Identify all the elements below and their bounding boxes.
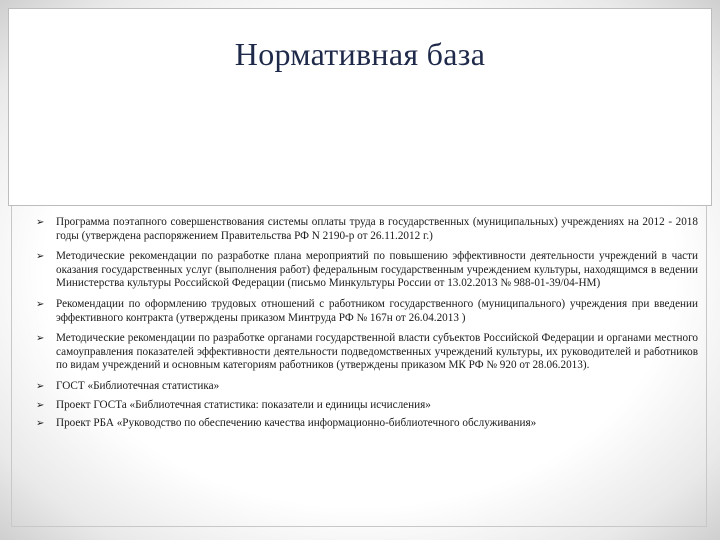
list-item-text: Программа поэтапного совершенствования системы оплаты труда в государственных (муниципальных) учреждениях на 2012 - 2018 годы (утверждена распоряжением Правительства РФ N 2190-р от 26.11.2012 г.) <box>56 216 698 242</box>
arrow-bullet-icon: ➢ <box>36 399 45 411</box>
list-item <box>36 216 698 243</box>
list-item-text: Рекомендации по оформлению трудовых отношений с работником государственного (муниципального) учреждения при введении эффективного контракта (утверждены приказом Минтруда РФ № 167н от 26.04.2013 ) <box>56 297 698 324</box>
list-item <box>36 417 698 431</box>
arrow-bullet-icon: ➢ <box>36 217 45 228</box>
arrow-bullet-icon: ➢ <box>36 418 45 430</box>
list-item-text: Методические рекомендации по разработке плана мероприятий по повышению эффективности деятельности учреждений в части оказания государственных услуг (выполнения работ) федеральным государственным учреждением культуры, находящимся в ведении Министерства культуры Российской Федерации (письмо Минкультуры России от 13.02.2013 № 988-01-39/04-НМ) <box>56 250 698 290</box>
regulatory-list <box>36 216 698 436</box>
list-item-text: Проект РБА «Руководство по обеспечению качества информационно-библиотечного обслуживания» <box>56 417 537 430</box>
list-item <box>36 380 698 394</box>
list-item <box>36 298 698 325</box>
list-item <box>36 250 698 291</box>
list-item-text: ГОСТ «Библиотечная статистика» <box>56 379 220 392</box>
slide-title: Нормативная база <box>234 36 486 72</box>
arrow-bullet-icon: ➢ <box>36 251 45 263</box>
list-item-text: Проект ГОСТа «Библиотечная статистика: показатели и единицы исчисления» <box>56 398 431 411</box>
list-item <box>36 399 698 413</box>
list-item <box>36 332 698 373</box>
arrow-bullet-icon: ➢ <box>36 298 45 310</box>
arrow-bullet-icon: ➢ <box>36 380 45 392</box>
arrow-bullet-icon: ➢ <box>36 333 45 345</box>
list-item-text: Методические рекомендации по разработке органами государственной власти субъектов Российской Федерации и органами местного самоуправления показателей эффективности деятельности подведомственных учреждений культуры, их руководителей и работников по видам учреждений и основным категориям работников (утверждены приказом МК РФ № 920 от 28.06.2013). <box>56 332 698 372</box>
